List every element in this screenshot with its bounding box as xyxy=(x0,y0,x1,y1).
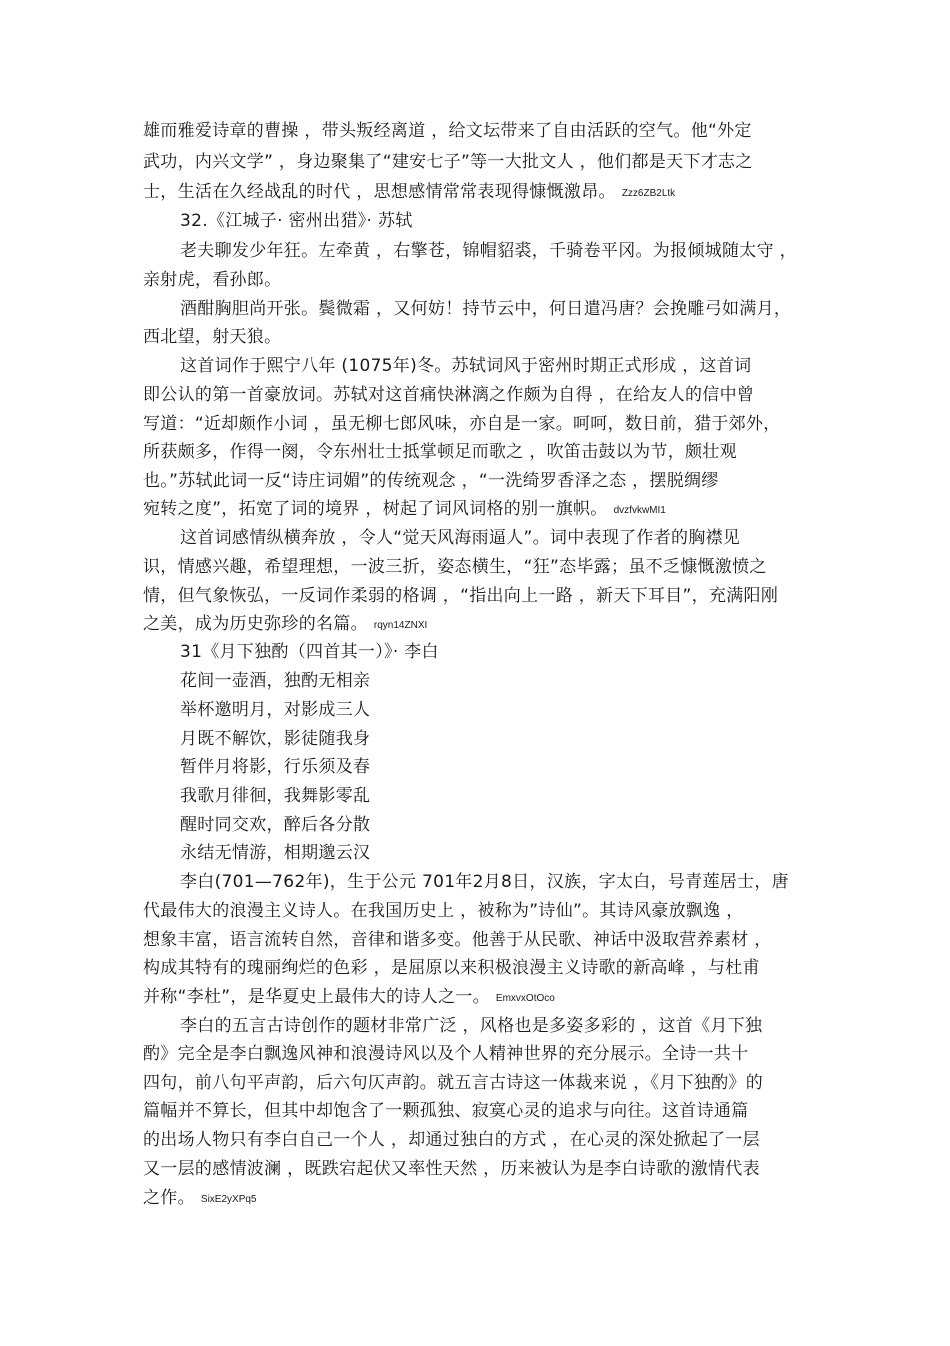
text-line: 写道：“近却颇作小词 ，虽无柳七郎风味，亦自是一家。呵呵，数日前，猎于郊外， xyxy=(143,414,781,434)
poem-line: 醒时同交欢，醉后各分散 xyxy=(180,815,371,835)
text-line: 构成其特有的瑰丽绚烂的色彩 ，是屈原以来积极浪漫主义诗歌的新高峰 ，与杜甫 xyxy=(143,958,760,978)
text-line: 代最伟大的浪漫主义诗人。在我国历史上 ，被称为”诗仙”。其诗风豪放飘逸 ， xyxy=(143,901,744,921)
poem-line: 花间一壶酒，独酌无相亲 xyxy=(180,671,371,691)
text-line: 之美，成为历史弥珍的名篇。 rqyn14ZNXI xyxy=(143,614,428,634)
text-line: 武功，内兴文学” ，身边聚集了“建安七子”等一大批文人 ，他们都是天下才志之 xyxy=(143,152,753,172)
text-line: 西北望，射天狼。 xyxy=(143,327,282,347)
text-line: 也。”苏轼此词一反“诗庄词媚”的传统观念 ，“一洗绮罗香泽之态 ，摆脱绸缪 xyxy=(143,471,719,491)
text-line: 士，生活在久经战乱的时代 ，思想感情常常表现得慷慨激昂。 Zzz6ZB2Ltk xyxy=(143,182,676,202)
text-line: 情，但气象恢弘，一反词作柔弱的格调 ，“指出向上一路 ，新天下耳目”，充满阳刚 xyxy=(143,586,779,606)
doc-code: rqyn14ZNXI xyxy=(373,620,428,631)
poem-line: 永结无情游，相期邈云汉 xyxy=(180,843,371,863)
text-line: 亲射虎，看孙郎。 xyxy=(143,270,282,290)
text-line: 想象丰富，语言流转自然，音律和谐多变。他善于从民歌、神话中汲取营养素材 ， xyxy=(143,930,772,950)
doc-code: Zzz6ZB2Ltk xyxy=(621,188,676,199)
poem-line: 暂伴月将影，行乐须及春 xyxy=(180,757,371,777)
text-line: 酒酣胸胆尚开张。鬓微霜 ，又何妨！持节云中，何日遣冯唐？会挽雕弓如满月， xyxy=(180,299,792,319)
text-line: 所获颇多，作得一阕，令东州壮士抵掌顿足而歌之 ，吹笛击鼓以为节，颇壮观 xyxy=(143,442,737,462)
text-line: 雄而雅爱诗章的曹操 ，带头叛经离道 ，给文坛带来了自由活跃的空气。他“外定 xyxy=(143,121,752,141)
text-line: 宛转之度”，拓宽了词的境界 ，树起了词风词格的别一旗帜。 dvzfvkwMI1 xyxy=(143,499,666,519)
poem-heading: 31《月下独酌（四首其一）》· 李白 xyxy=(180,642,439,662)
text-line: 之作。 SixE2yXPq5 xyxy=(143,1188,257,1208)
text-line: 的出场人物只有李白自己一个人 ，却通过独白的方式 ，在心灵的深处掀起了一层 xyxy=(143,1130,760,1150)
text-line: 这首词作于熙宁八年 (1075年)冬。苏轼词风于密州时期正式形成 ，这首词 xyxy=(180,356,752,376)
poem-line: 举杯邀明月，对影成三人 xyxy=(180,700,371,720)
poem-line: 月既不解饮，影徒随我身 xyxy=(180,729,371,749)
text-line: 即公认的第一首豪放词。苏轼对这首痛快淋漓之作颇为自得 ，在给友人的信中曾 xyxy=(143,385,755,405)
text-line: 并称“李杜”，是华夏史上最伟大的诗人之一。 EmxvxOtOco xyxy=(143,987,555,1007)
text-line: 四句，前八句平声韵，后六句仄声韵。就五言古诗这一体裁来说 ，《月下独酌》的 xyxy=(143,1073,764,1093)
doc-code: EmxvxOtOco xyxy=(495,993,555,1004)
text-line: 这首词感情纵横奔放 ，令人“觉天风海雨逼人”。词中表现了作者的胸襟见 xyxy=(180,528,741,548)
text-line: 识，情感兴趣，希望理想，一波三折，姿态横生，“狂”态毕露；虽不乏慷慨激愤之 xyxy=(143,557,767,577)
text-line: 李白(701—762年)，生于公元 701年2月8日，汉族，字太白，号青莲居士，唐 xyxy=(180,872,789,892)
text-line: 篇幅并不算长，但其中却饱含了一颗孤独、寂寞心灵的追求与向往。这首诗通篇 xyxy=(143,1101,749,1121)
text-line: 李白的五言古诗创作的题材非常广泛 ，风格也是多姿多彩的 ，这首《月下独 xyxy=(180,1016,763,1036)
text-line: 又一层的感情波澜 ，既跌宕起伏又率性天然 ，历来被认为是李白诗歌的激情代表 xyxy=(143,1159,760,1179)
poem-heading: 32.《江城子· 密州出猎》· 苏轼 xyxy=(180,211,413,231)
poem-line: 我歌月徘徊，我舞影零乱 xyxy=(180,786,371,806)
doc-code: SixE2yXPq5 xyxy=(200,1194,257,1205)
text-line: 老夫聊发少年狂。左牵黄 ，右擎苍，锦帽貂裘，千骑卷平冈。为报倾城随太守 ， xyxy=(180,241,797,261)
doc-code: dvzfvkwMI1 xyxy=(613,505,666,516)
text-line: 酌》完全是李白飘逸风神和浪漫诗风以及个人精神世界的充分展示。全诗一共十 xyxy=(143,1044,749,1064)
